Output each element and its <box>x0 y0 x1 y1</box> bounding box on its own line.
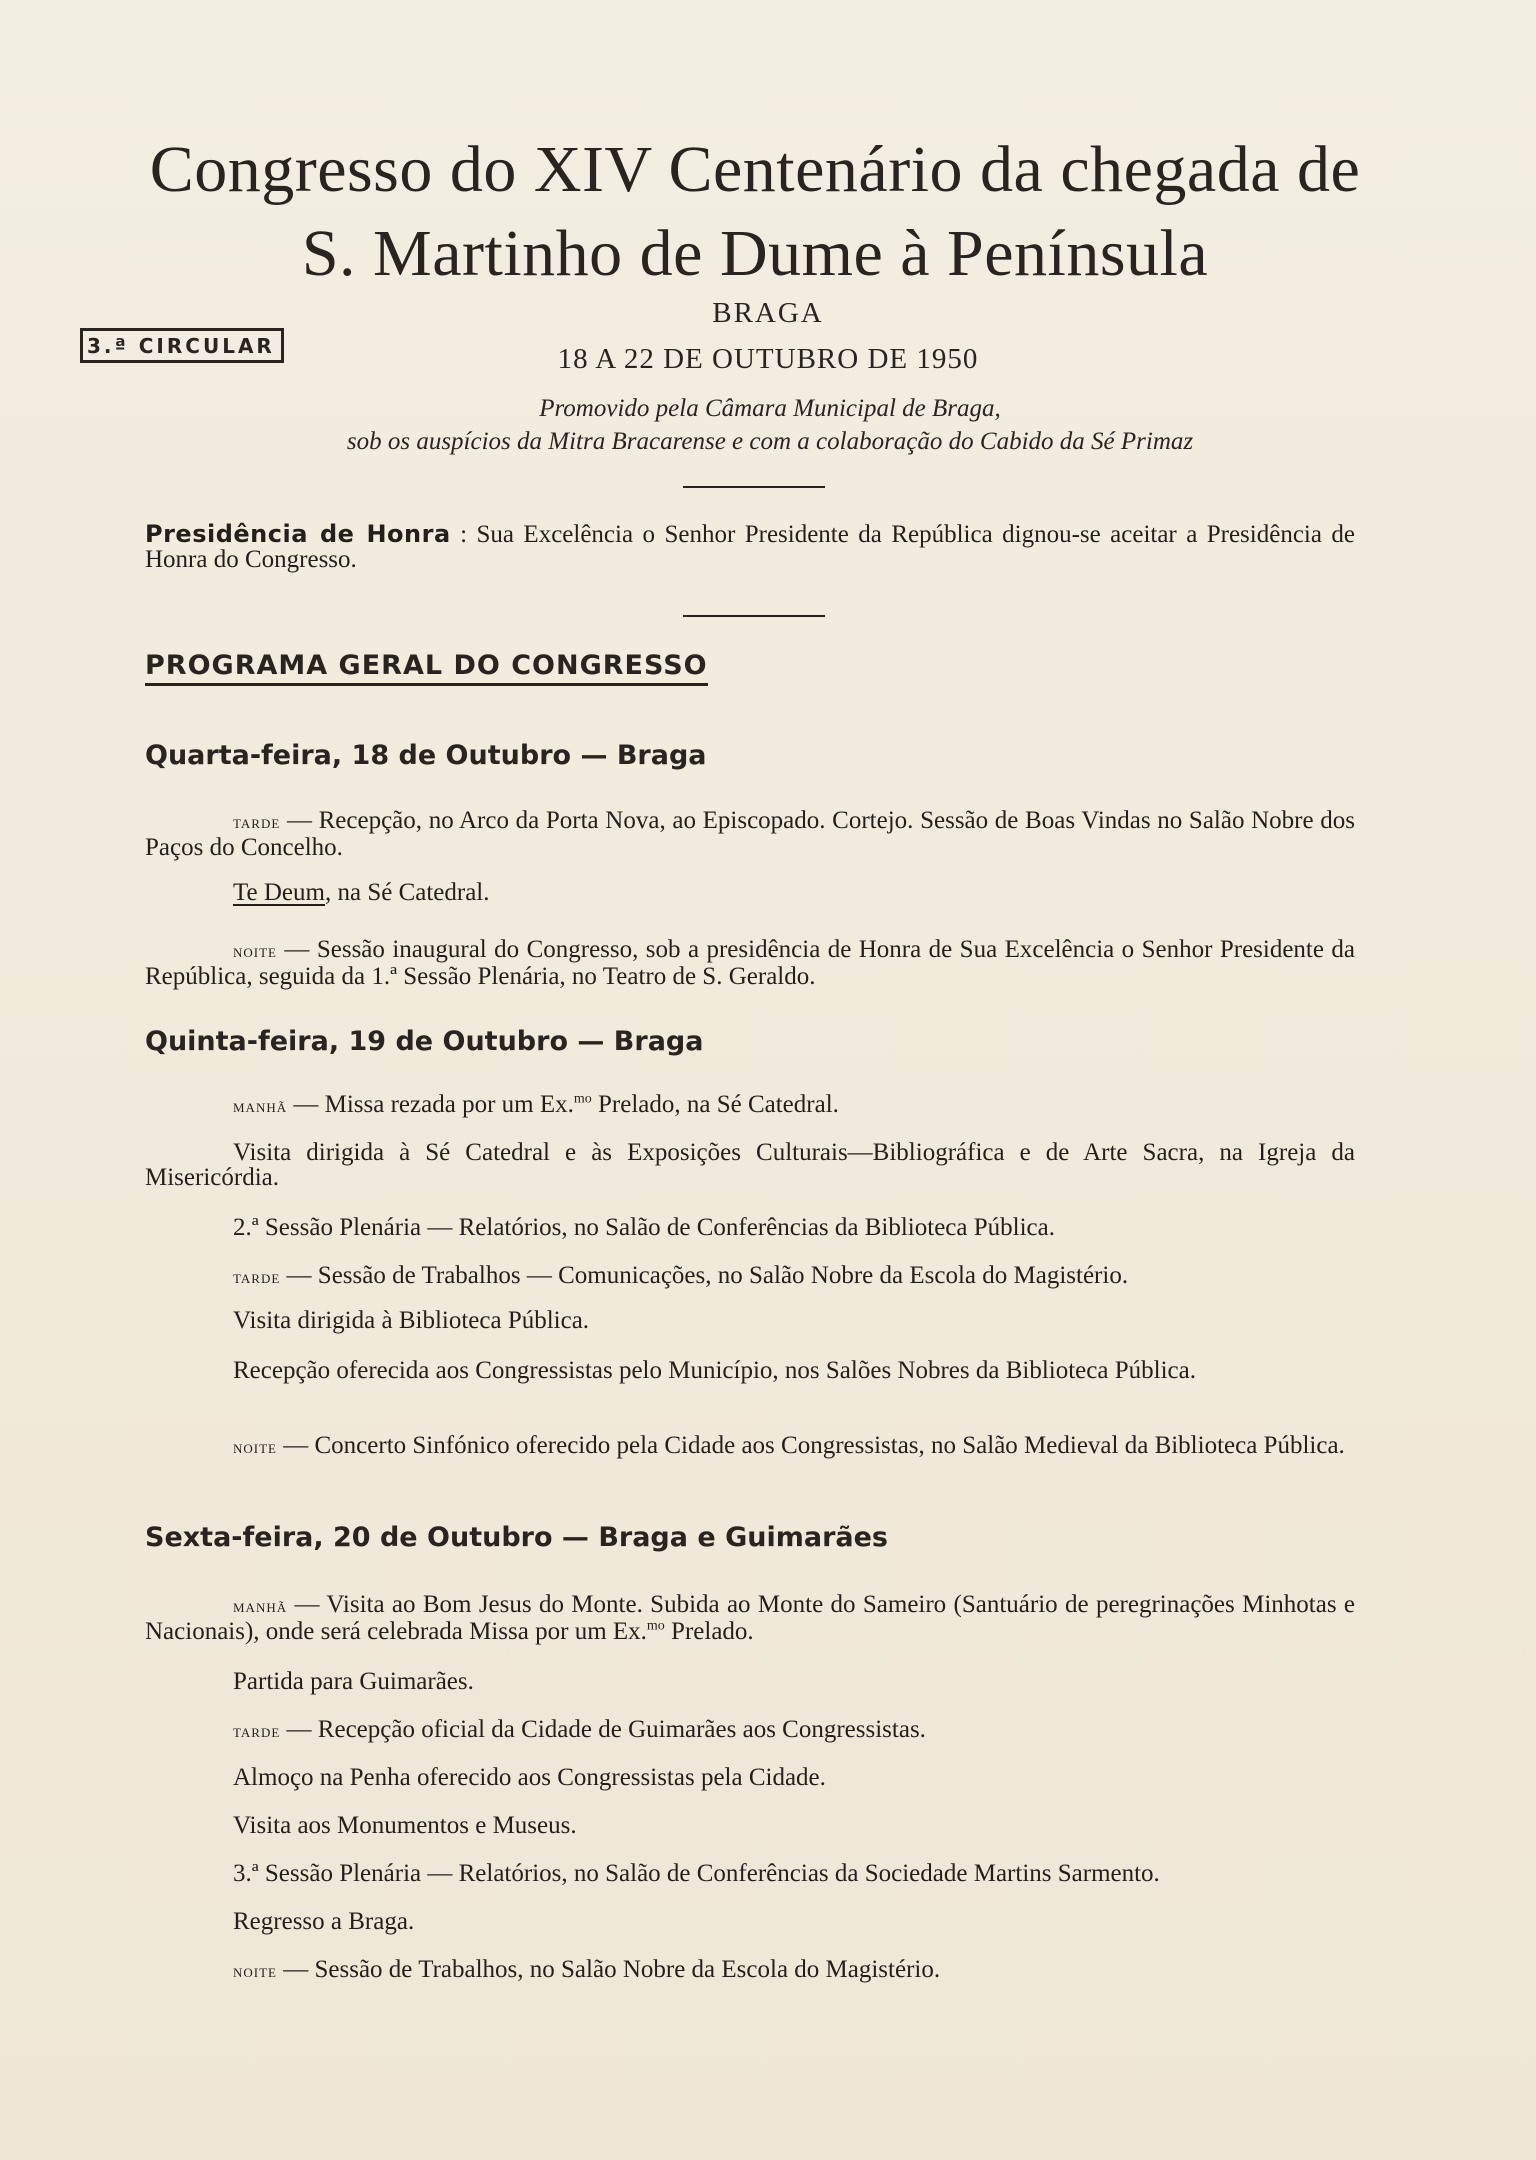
day-heading-quinta: Quinta-feira, 19 de Outubro — Braga <box>145 1026 704 1057</box>
day2-sessao-plenaria: 2.ª Sessão Plenária — Relatórios, no Salão de Conferências da Biblioteca Pública. <box>233 1214 1055 1241</box>
title-line-2: S. Martinho de Dume à Península <box>301 217 1209 290</box>
time-label: tarde <box>233 812 281 833</box>
entry-text: Prelado, na Sé Catedral. <box>591 1091 839 1118</box>
time-label: tarde <box>233 1721 281 1742</box>
day3-noite <box>145 1957 1355 1984</box>
divider-top <box>683 486 825 488</box>
superscript: mo <box>573 1091 592 1107</box>
honra-colon: : <box>450 521 477 548</box>
entry-text: — Concerto Sinfónico oferecido pela Cidade aos Congressistas, no Salão Medieval da Biblioteca Pública. <box>277 1432 1345 1459</box>
honra-text: Sua Excelência o Senhor Presidente da República dignou-se aceitar a Presidência de Honra do Congresso. <box>145 521 1356 573</box>
document-title <box>100 128 1410 296</box>
day3-partida: Partida para Guimarães. <box>233 1668 474 1695</box>
day-heading-quarta: Quarta-feira, 18 de Outubro — Braga <box>145 740 707 771</box>
day3-tarde <box>145 1717 1355 1744</box>
city-heading: BRAGA <box>712 297 824 329</box>
honra-label: Presidência de Honra <box>145 520 451 548</box>
time-label: manhã <box>233 1096 288 1117</box>
day1-noite <box>145 937 1355 989</box>
day-heading-sexta: Sexta-feira, 20 de Outubro — Braga e Guimarães <box>145 1522 889 1553</box>
entry-text: , na Sé Catedral. <box>324 879 490 906</box>
congress-dates: 18 A 22 DE OUTUBRO DE 1950 <box>557 343 979 375</box>
day2-noite <box>145 1433 1355 1460</box>
entry-text: — Sessão de Trabalhos — Comunicações, no Salão Nobre da Escola do Magistério. <box>280 1262 1129 1289</box>
promoter-note <box>150 392 1390 458</box>
time-label: noite <box>233 941 277 962</box>
divider-middle <box>683 615 825 617</box>
day1-tarde <box>145 808 1355 860</box>
presidencia-honra <box>145 522 1355 572</box>
te-deum-text: Te Deum <box>233 879 325 906</box>
day3-manha <box>145 1592 1355 1644</box>
entry-text: — Recepção oficial da Cidade de Guimarães aos Congressistas. <box>280 1716 926 1743</box>
day2-visita-biblioteca: Visita dirigida à Biblioteca Pública. <box>233 1307 590 1334</box>
day1-te-deum <box>145 880 1355 905</box>
entry-text: — Sessão de Trabalhos, no Salão Nobre da Escola do Magistério. <box>277 1956 941 1983</box>
time-label: manhã <box>233 1596 288 1617</box>
day3-visita-monumentos: Visita aos Monumentos e Museus. <box>233 1812 577 1839</box>
entry-text: — Missa rezada por um Ex. <box>287 1091 574 1118</box>
time-label: noite <box>233 1437 277 1458</box>
day3-sessao-plenaria: 3.ª Sessão Plenária — Relatórios, no Salão de Conferências da Sociedade Martins Sarmento. <box>233 1860 1160 1887</box>
time-label: tarde <box>233 1267 281 1288</box>
entry-text: — Recepção, no Arco da Porta Nova, ao Episcopado. Cortejo. Sessão de Boas Vindas no Salão Nobre dos Paços do Concelho. <box>145 807 1355 861</box>
superscript: mo <box>646 1618 665 1634</box>
time-label: noite <box>233 1961 277 1982</box>
circular-badge: 3.ª CIRCULAR <box>80 328 284 363</box>
promo-line-1: Promovido pela Câmara Municipal de Braga, <box>539 395 1001 422</box>
day2-tarde <box>145 1263 1355 1290</box>
day2-recepcao: Recepção oferecida aos Congressistas pelo Município, nos Salões Nobres da Biblioteca Pública. <box>233 1357 1196 1384</box>
programa-heading: PROGRAMA GERAL DO CONGRESSO <box>145 651 708 686</box>
day2-manha <box>145 1092 1355 1119</box>
day2-visita-se: Visita dirigida à Sé Catedral e às Exposições Culturais—Bibliográfica e de Arte Sacra, na Igreja da Misericórdia. <box>145 1139 1355 1191</box>
entry-text: — Visita ao Bom Jesus do Monte. Subida ao Monte do Sameiro (Santuário de peregrinações Minhotas e Nacionais), onde será celebrada Missa por um Ex. <box>145 1591 1355 1645</box>
promo-line-2: sob os auspícios da Mitra Bracarense e com a colaboração do Cabido da Sé Primaz <box>346 428 1194 455</box>
day3-regresso: Regresso a Braga. <box>233 1908 415 1935</box>
entry-text: — Sessão inaugural do Congresso, sob a presidência de Honra de Sua Excelência o Senhor Presidente da República, seguida da 1.ª Sessão Plenária, no Teatro de S. Geraldo. <box>145 936 1355 990</box>
title-line-1: Congresso do XIV Centenário da chegada de <box>149 133 1361 206</box>
entry-text: Prelado. <box>664 1618 754 1645</box>
day3-almoco: Almoço na Penha oferecido aos Congressistas pela Cidade. <box>233 1764 826 1791</box>
